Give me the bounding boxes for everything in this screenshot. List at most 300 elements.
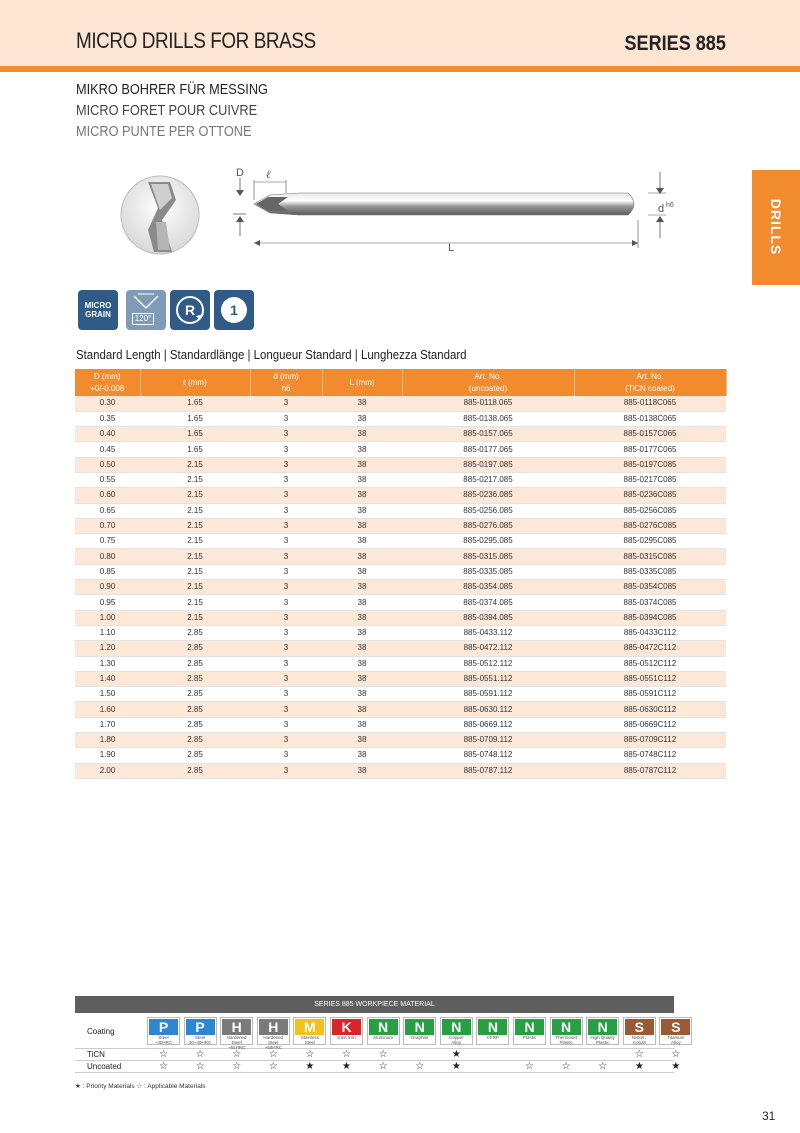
table-cell: 2.85	[140, 687, 250, 702]
table-row	[75, 457, 726, 472]
material-n-icon	[440, 1017, 473, 1045]
table-cell: 38	[322, 580, 402, 595]
material-m-icon	[293, 1017, 326, 1045]
rating-star-icon: ☆	[561, 1061, 571, 1072]
table-cell: 2.15	[140, 580, 250, 595]
point-angle-label: 120°	[132, 313, 154, 325]
spec-table	[75, 369, 727, 779]
svg-text:R: R	[184, 302, 196, 318]
rating-star-icon: ☆	[159, 1049, 168, 1060]
table-cell: 2.15	[140, 488, 250, 503]
column-header	[75, 369, 140, 396]
material-n-icon	[513, 1017, 546, 1045]
table-cell: 38	[322, 457, 402, 472]
table-cell: 3	[250, 656, 322, 671]
table-cell: 1.00	[75, 610, 140, 625]
table-cell: 38	[322, 763, 402, 778]
table-cell: 885-0315.085	[402, 549, 574, 564]
table-cell: 885-0276.085	[402, 518, 574, 533]
material-description: Titanium Alloy	[667, 1035, 685, 1045]
table-cell: 38	[322, 671, 402, 686]
material-n-icon	[550, 1017, 583, 1045]
table-row	[75, 687, 726, 702]
material-letter: N	[588, 1019, 617, 1035]
table-cell: 885-0591C112	[574, 687, 726, 702]
table-cell: 2.15	[140, 518, 250, 533]
material-n-icon	[403, 1017, 436, 1045]
table-cell: 1.40	[75, 671, 140, 686]
material-n-icon	[586, 1017, 619, 1045]
dim-L: L	[448, 242, 455, 254]
material-n-icon	[476, 1017, 509, 1045]
dim-d-tolerance: h6	[666, 202, 674, 209]
point-angle-glyph	[126, 290, 166, 314]
table-cell: 3	[250, 717, 322, 732]
single-flute-glyph	[214, 290, 254, 330]
table-cell: 2.15	[140, 610, 250, 625]
material-p-icon	[147, 1017, 180, 1045]
table-cell: 2.15	[140, 549, 250, 564]
table-cell: 0.80	[75, 549, 140, 564]
rating-star-icon: ☆	[525, 1061, 534, 1072]
table-cell: 38	[322, 534, 402, 549]
material-letter: N	[478, 1019, 507, 1035]
table-row	[75, 427, 726, 442]
table-cell: 38	[322, 411, 402, 426]
column-header-line: D (mm)	[93, 371, 121, 381]
table-cell: 885-0256.085	[402, 503, 574, 518]
table-cell: 2.85	[140, 763, 250, 778]
right-hand-cut-icon	[170, 290, 210, 330]
table-cell: 38	[322, 595, 402, 610]
subtitle-french: MICRO FORET POUR CUIVRE	[76, 102, 258, 119]
table-cell: 0.35	[75, 411, 140, 426]
table-cell: 3	[250, 472, 322, 487]
table-cell: 3	[250, 411, 322, 426]
table-cell: 2.15	[140, 503, 250, 518]
table-cell: 2.85	[140, 625, 250, 640]
table-cell: 885-0335C085	[574, 564, 726, 579]
table-cell: 3	[250, 442, 322, 457]
table-cell: 885-0433C112	[574, 625, 726, 640]
material-description: High Quality Plastic	[590, 1035, 615, 1045]
table-cell: 885-0295C085	[574, 534, 726, 549]
table-cell: 1.90	[75, 748, 140, 763]
table-cell: 885-0551C112	[574, 671, 726, 686]
rating-star-icon: ★	[634, 1061, 644, 1072]
workpiece-material-panel	[75, 996, 685, 1073]
table-cell: 2.85	[140, 671, 250, 686]
table-cell: 2.85	[140, 717, 250, 732]
table-cell: 3	[250, 733, 322, 748]
point-angle-icon	[126, 290, 166, 330]
table-cell: 2.85	[140, 641, 250, 656]
table-row	[75, 733, 726, 748]
table-row	[75, 411, 726, 426]
table-cell: 0.90	[75, 580, 140, 595]
column-header-line: ℓ (mm)	[183, 377, 207, 387]
rating-star-icon: ☆	[195, 1049, 205, 1060]
table-cell: 885-0256C085	[574, 503, 726, 518]
table-cell: 885-0354.085	[402, 580, 574, 595]
table-cell: 3	[250, 488, 322, 503]
table-cell: 0.85	[75, 564, 140, 579]
material-s-icon	[659, 1017, 692, 1045]
table-cell: 3	[250, 580, 322, 595]
table-cell: 885-0472.112	[402, 641, 574, 656]
table-cell: 38	[322, 641, 402, 656]
table-cell: 3	[250, 595, 322, 610]
table-cell: 38	[322, 625, 402, 640]
table-cell: 1.70	[75, 717, 140, 732]
material-letter: N	[515, 1019, 544, 1035]
material-description: Aluminum	[373, 1035, 394, 1040]
material-letter: K	[332, 1019, 361, 1035]
material-letter: S	[625, 1019, 654, 1035]
table-cell: 885-0335.085	[402, 564, 574, 579]
table-row	[75, 610, 726, 625]
table-cell: 3	[250, 641, 322, 656]
table-cell: 885-0157.065	[402, 427, 574, 442]
coating-label: Coating	[87, 1027, 115, 1036]
header-stripe	[0, 66, 800, 72]
table-row	[75, 503, 726, 518]
table-cell: 1.65	[140, 411, 250, 426]
table-cell: 3	[250, 457, 322, 472]
table-cell: 38	[322, 717, 402, 732]
column-header	[322, 369, 402, 396]
table-cell: 885-0669.112	[402, 717, 574, 732]
table-cell: 3	[250, 503, 322, 518]
single-flute-icon	[214, 290, 254, 330]
table-cell: 38	[322, 549, 402, 564]
column-header-line: h6	[281, 383, 291, 393]
table-header-row	[75, 369, 726, 396]
table-cell: 38	[322, 442, 402, 457]
table-cell: 885-0276C085	[574, 518, 726, 533]
table-cell: 885-0236C085	[574, 488, 726, 503]
material-description: Plastic	[522, 1035, 537, 1040]
table-row	[75, 595, 726, 610]
coating-row	[75, 1061, 681, 1073]
table-cell: 885-0394.085	[402, 610, 574, 625]
table-cell: 3	[250, 625, 322, 640]
table-row	[75, 442, 726, 457]
table-cell: 3	[250, 763, 322, 778]
table-cell: 0.30	[75, 396, 140, 411]
table-cell: 885-0118C065	[574, 396, 726, 411]
table-cell: 885-0748.112	[402, 748, 574, 763]
table-cell: 0.45	[75, 442, 140, 457]
table-body	[75, 396, 726, 778]
table-cell: 2.85	[140, 733, 250, 748]
material-k-icon	[330, 1017, 363, 1045]
table-cell: 885-0295.085	[402, 534, 574, 549]
table-cell: 885-0591.112	[402, 687, 574, 702]
table-cell: 885-0512C112	[574, 656, 726, 671]
table-cell: 885-0394C085	[574, 610, 726, 625]
table-cell: 38	[322, 748, 402, 763]
table-cell: 3	[250, 671, 322, 686]
table-cell: 3	[250, 549, 322, 564]
rating-star-icon: ★	[451, 1061, 461, 1072]
table-cell: 38	[322, 656, 402, 671]
table-cell: 38	[322, 687, 402, 702]
table-cell: 885-0354C085	[574, 580, 726, 595]
table-cell: 2.15	[140, 472, 250, 487]
material-letter: P	[149, 1019, 178, 1035]
table-cell: 885-0197.085	[402, 457, 574, 472]
column-header-line: d (mm)	[273, 371, 299, 381]
material-letter: M	[295, 1019, 324, 1035]
rating-star-icon: ☆	[671, 1049, 681, 1060]
table-cell: 885-0236.085	[402, 488, 574, 503]
material-letter: N	[442, 1019, 471, 1035]
table-cell: 885-0138C065	[574, 411, 726, 426]
section-title: Standard Length | Standardlänge | Longueur Standard | Lunghezza Standard	[76, 347, 467, 362]
table-cell: 885-0630.112	[402, 702, 574, 717]
table-cell: 885-0630C112	[574, 702, 726, 717]
rating-star-icon: ☆	[305, 1049, 315, 1060]
table-cell: 885-0512.112	[402, 656, 574, 671]
table-cell: 885-0197C085	[574, 457, 726, 472]
material-description: Thermoset Plastic	[555, 1035, 577, 1045]
rating-star-icon: ★	[305, 1061, 315, 1072]
coating-row-label: TiCN	[87, 1050, 105, 1059]
rating-star-icon: ☆	[342, 1049, 351, 1060]
rating-star-icon: ☆	[378, 1049, 388, 1060]
table-cell: 885-0157C065	[574, 427, 726, 442]
rating-star-icon: ☆	[415, 1061, 425, 1072]
table-row	[75, 518, 726, 533]
table-row	[75, 396, 726, 411]
material-description: Hardened Steel ~55HRC	[226, 1035, 247, 1050]
rating-star-icon: ☆	[634, 1049, 644, 1060]
table-cell: 885-0177C065	[574, 442, 726, 457]
side-tab-drills[interactable]	[752, 170, 800, 285]
rating-star-icon: ★	[342, 1061, 351, 1072]
material-letter: H	[222, 1019, 251, 1035]
column-header	[250, 369, 322, 396]
table-row	[75, 534, 726, 549]
table-cell: 885-0315C085	[574, 549, 726, 564]
table-cell: 1.80	[75, 733, 140, 748]
table-cell: 1.30	[75, 656, 140, 671]
table-cell: 885-0374C085	[574, 595, 726, 610]
column-header-line: (uncoated)	[468, 383, 508, 393]
material-description: Stainless Steel	[300, 1035, 320, 1045]
rating-star-icon: ☆	[232, 1049, 242, 1060]
material-description: Cast Iron	[337, 1035, 356, 1040]
table-cell: 2.85	[140, 656, 250, 671]
table-cell: 3	[250, 534, 322, 549]
table-cell: 2.15	[140, 457, 250, 472]
rating-star-icon: ☆	[195, 1061, 205, 1072]
column-header-line: Art. No.	[636, 371, 664, 381]
column-header-line: Art. No.	[474, 371, 502, 381]
material-letter: N	[405, 1019, 434, 1035]
workpiece-title: SERIES 885 WORKPIECE MATERIAL	[75, 996, 674, 1013]
material-s-icon	[623, 1017, 656, 1045]
table-cell: 3	[250, 427, 322, 442]
table-cell: 2.85	[140, 702, 250, 717]
table-cell: 38	[322, 564, 402, 579]
table-row	[75, 580, 726, 595]
rating-star-icon: ★	[671, 1061, 681, 1072]
table-cell: 1.60	[75, 702, 140, 717]
table-row	[75, 656, 726, 671]
table-cell: 38	[322, 702, 402, 717]
table-cell: 885-0217C085	[574, 472, 726, 487]
table-cell: 885-0787.112	[402, 763, 574, 778]
rating-star-icon: ☆	[378, 1061, 388, 1072]
drill-body	[254, 193, 634, 215]
table-row	[75, 625, 726, 640]
table-cell: 38	[322, 610, 402, 625]
material-description: Copper Alloy	[448, 1035, 464, 1045]
rating-star-icon: ★	[451, 1049, 461, 1060]
dim-l: ℓ	[266, 169, 271, 181]
table-cell: 3	[250, 748, 322, 763]
table-cell: 1.65	[140, 427, 250, 442]
table-cell: 2.85	[140, 748, 250, 763]
table-cell: 2.15	[140, 534, 250, 549]
table-cell: 0.40	[75, 427, 140, 442]
coating-row	[75, 1049, 681, 1061]
table-cell: 1.65	[140, 442, 250, 457]
table-cell: 1.20	[75, 641, 140, 656]
coating-rating-rows	[75, 1049, 681, 1073]
table-cell: 885-0472C112	[574, 641, 726, 656]
table-cell: 885-0551.112	[402, 671, 574, 686]
material-h-icon	[220, 1017, 253, 1050]
material-p-icon	[184, 1017, 217, 1045]
table-cell: 3	[250, 518, 322, 533]
dim-d: d	[658, 203, 665, 215]
table-cell: 3	[250, 687, 322, 702]
subtitle-italian: MICRO PUNTE PER OTTONE	[76, 123, 252, 140]
table-cell: 38	[322, 503, 402, 518]
table-row	[75, 641, 726, 656]
table-cell: 3	[250, 564, 322, 579]
table-cell: 0.60	[75, 488, 140, 503]
svg-text:1: 1	[230, 302, 238, 318]
page-title: MICRO DRILLS FOR BRASS	[76, 28, 316, 53]
material-letter: N	[369, 1019, 398, 1035]
table-cell: 1.50	[75, 687, 140, 702]
table-cell: 885-0177.065	[402, 442, 574, 457]
table-cell: 1.10	[75, 625, 140, 640]
micro-grain-icon: MICRO GRAIN	[78, 290, 118, 330]
table-cell: 885-0669C112	[574, 717, 726, 732]
subtitle-german: MIKRO BOHRER FÜR MESSING	[76, 81, 268, 98]
table-cell: 1.65	[140, 396, 250, 411]
material-letter: N	[552, 1019, 581, 1035]
page-number: 31	[762, 1109, 776, 1123]
material-n-icon	[367, 1017, 400, 1045]
table-cell: 0.70	[75, 518, 140, 533]
rating-star-icon: ☆	[159, 1061, 168, 1072]
table-row	[75, 748, 726, 763]
table-cell: 885-0138.065	[402, 411, 574, 426]
table-row	[75, 549, 726, 564]
table-cell: 885-0748C112	[574, 748, 726, 763]
material-letter: P	[186, 1019, 215, 1035]
material-row	[75, 1013, 685, 1050]
material-description: Graphite	[411, 1035, 429, 1040]
side-tab-label: DRILLS	[768, 198, 784, 256]
table-cell: 2.15	[140, 564, 250, 579]
table-cell: 0.75	[75, 534, 140, 549]
material-letter: S	[661, 1019, 690, 1035]
table-cell: 0.50	[75, 457, 140, 472]
material-description: Steel 30~40HRC	[188, 1035, 212, 1045]
table-row	[75, 702, 726, 717]
table-cell: 3	[250, 396, 322, 411]
coating-row-label: Uncoated	[87, 1062, 122, 1071]
material-letter: H	[259, 1019, 288, 1035]
column-header	[574, 369, 726, 396]
table-cell: 885-0217.085	[402, 472, 574, 487]
rating-star-icon: ☆	[232, 1061, 242, 1072]
column-header-line: L (mm)	[349, 377, 375, 387]
column-header-line: +0/-0.008	[90, 383, 125, 393]
table-row	[75, 717, 726, 732]
table-cell: 885-0709C112	[574, 733, 726, 748]
right-hand-glyph	[170, 290, 210, 330]
series-title: SERIES 885	[624, 32, 726, 55]
rating-star-icon: ☆	[268, 1061, 278, 1072]
table-cell: 885-0433.112	[402, 625, 574, 640]
material-description: Nickel / Cobalt	[631, 1035, 647, 1045]
table-cell: 38	[322, 472, 402, 487]
table-cell: 0.55	[75, 472, 140, 487]
table-cell: 38	[322, 488, 402, 503]
table-cell: 885-0787C112	[574, 763, 726, 778]
column-header-line: (TiCN coated)	[625, 383, 675, 393]
table-cell: 2.15	[140, 595, 250, 610]
table-row	[75, 671, 726, 686]
material-description: Hardened Steel ~68HRC	[263, 1035, 284, 1050]
material-description: Steel ~30HRC	[154, 1035, 173, 1045]
rating-star-icon: ☆	[268, 1049, 278, 1060]
dim-D: D	[236, 167, 244, 179]
legend: ★ : Priority Materials ☆ : Applicable Materials	[75, 1083, 206, 1090]
table-cell: 0.95	[75, 595, 140, 610]
material-description: CFRP	[486, 1035, 500, 1040]
table-row	[75, 564, 726, 579]
table-cell: 38	[322, 427, 402, 442]
table-cell: 885-0118.065	[402, 396, 574, 411]
material-h-icon	[257, 1017, 290, 1050]
table-cell: 2.00	[75, 763, 140, 778]
table-cell: 885-0374.085	[402, 595, 574, 610]
table-cell: 38	[322, 396, 402, 411]
table-cell: 3	[250, 702, 322, 717]
table-cell: 38	[322, 518, 402, 533]
column-header	[402, 369, 574, 396]
table-cell: 0.65	[75, 503, 140, 518]
column-header	[140, 369, 250, 396]
table-cell: 38	[322, 733, 402, 748]
rating-star-icon: ☆	[598, 1061, 608, 1072]
table-row	[75, 472, 726, 487]
table-cell: 885-0709.112	[402, 733, 574, 748]
table-cell: 3	[250, 610, 322, 625]
drill-drawing	[118, 160, 678, 270]
table-row	[75, 763, 726, 778]
table-row	[75, 488, 726, 503]
